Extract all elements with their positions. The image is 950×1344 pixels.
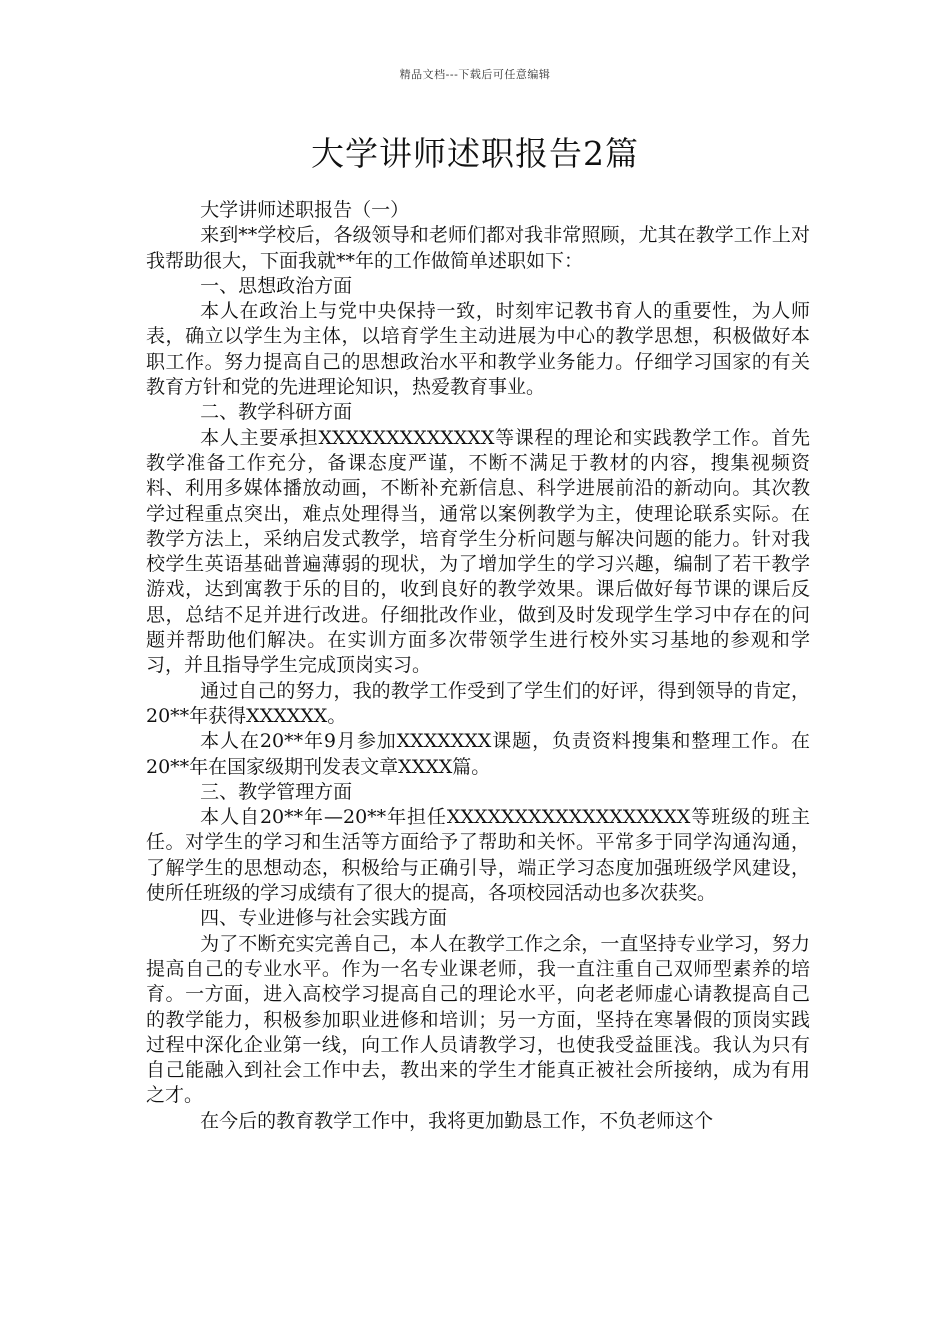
section-heading-professional-development: 四、专业进修与社会实践方面 (200, 907, 448, 930)
section-heading-teaching-research: 二、教学科研方面 (200, 401, 353, 424)
paragraph-research-project: 本人在20**年9月参加XXXXXXX课题，负责资料搜集和整理工作。在20**年在国家级期刊发表文章XXXX篇。 (146, 730, 810, 778)
paragraph-management: 本人自20**年—20**年担任XXXXXXXXXXXXXXXXXX等班级的班主任。对学生的学习和生活等方面给予了帮助和关怀。平常多于同学沟通沟通，了解学生的思想动态，积极给与正确引导，端正学习态度加强班级学风建设，使所任班级的学习成绩有了很大的提高，各项校园活动也多次获奖。 (146, 806, 810, 905)
paragraph-political: 本人在政治上与党中央保持一致，时刻牢记教书育人的重要性，为人师表，确立以学生为主体，以培育学生主动进展为中心的教学思想，积极做好本职工作。努力提高自己的思想政治水平和教学业务能力。仔细学习国家的有关教育方针和党的先进理论知识，热爱教育事业。 (146, 300, 810, 399)
document-body (146, 198, 810, 1134)
paragraph-future: 在今后的教育教学工作中，我将更加勤恳工作，不负老师这个 (200, 1109, 714, 1132)
document-title: 大学讲师述职报告2篇 (311, 134, 639, 173)
paragraph-professional-development: 为了不断充实完善自己，本人在教学工作之余，一直坚持专业学习，努力提高自己的专业水平。作为一名专业课老师，我一直注重自己双师型素养的培育。一方面，进入高校学习提高自己的理论水平，向老老师虚心请教提高自己的教学能力，积极参加职业进修和培训；另一方面，坚持在寒暑假的顶岗实践过程中深化企业第一线，向工作人员请教学习，也使我受益匪浅。我认为只有自己能融入到社会工作中去，教出来的学生才能真正被社会所接纳，成为有用之才。 (146, 932, 810, 1107)
section-heading-political: 一、思想政治方面 (200, 274, 353, 297)
paragraph-teaching-research: 本人主要承担XXXXXXXXXXXXX等课程的理论和实践教学工作。首先教学准备工作充分，备课态度严谨，不断不满足于教材的内容，搜集视频资料、利用多媒体播放动画，不断补充新信息、科学进展前沿的新动向。其次教学过程重点突出，难点处理得当，通常以案例教学为主，使理论联系实际。在教学方法上，采纳启发式教学，培育学生分析问题与解决问题的能力。针对我校学生英语基础普遍薄弱的现状，为了增加学生的学习兴趣，编制了若干教学游戏，达到寓教于乐的目的，收到良好的教学效果。课后做好每节课的课后反思，总结不足并进行改进。仔细批改作业，做到及时发现学生学习中存在的问题并帮助他们解决。在实训方面多次带领学生进行校外实习基地的参观和学习，并且指导学生完成顶岗实习。 (146, 426, 810, 677)
subtitle-report-one: 大学讲师述职报告（一） (200, 199, 410, 221)
paragraph-intro: 来到**学校后，各级领导和老师们都对我非常照顾，尤其在教学工作上对我帮助很大，下面我就**年的工作做简单述职如下： (146, 224, 810, 272)
header-note: 精品文档---下载后可任意编辑 (399, 68, 551, 81)
section-heading-management: 三、教学管理方面 (200, 780, 353, 803)
paragraph-recognition: 通过自己的努力，我的教学工作受到了学生们的好评，得到领导的肯定，20**年获得XXXXXX。 (146, 679, 810, 727)
